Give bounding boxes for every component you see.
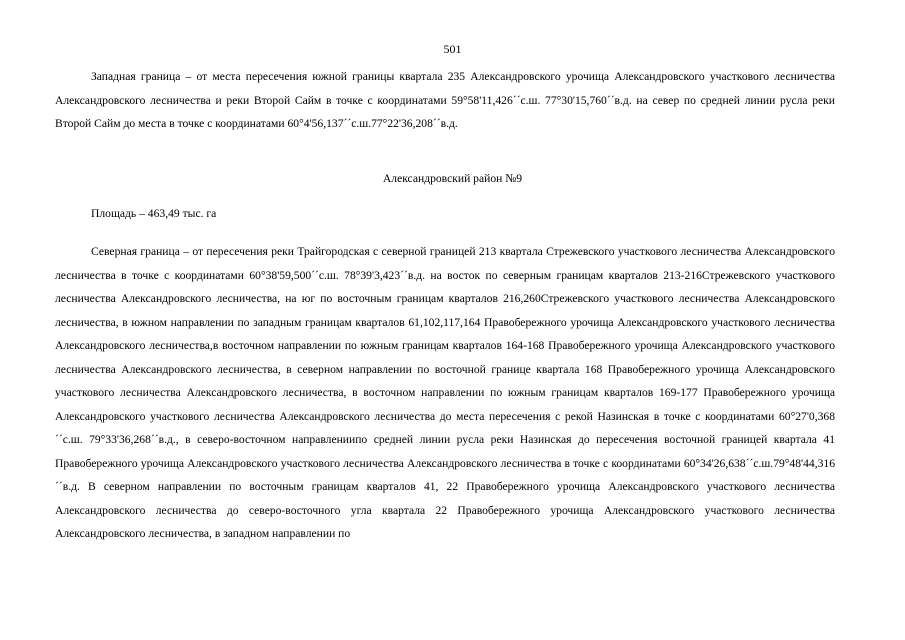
area-line: Площадь – 463,49 тыс. га xyxy=(91,207,217,220)
page-number: 501 xyxy=(443,42,462,56)
paragraph-north-boundary: Северная граница – от пересечения реки Трайгородская с северной границей 213 квартала Стрежевского участкового лесничества Александровского лесничества в точке с координатами 60°38'59,500´´с.ш. 78°39'3,423´´в.д. на восток по северным границам кварталов 213-216Стрежевского участкового лесничества Александровского лесничества, на юг по восточным границам кварталов 216,260Стрежевского участкового лесничества Александровского лесничества, в южном направлении по западным границам кварталов 61,102,117,164 Правобережного урочища Александровского участкового лесничества Александровского лесничества,в восточном направлении по южным границам кварталов 164-168 Правобережного урочища Александровского участкового лесничества Александровского лесничества, в северном направлении по восточной границе квартала 168 Правобережного урочища Александровского участкового лесничества Александровского лесничества, в восточном направлении по южным границам кварталов 169-177 Правобережного урочища Александровского участкового лесничества Александровского лесничества до места пересечения с рекой Назинская в точке с координатами 60°27'0,368´´с.ш. 79°33'36,268´´в.д., в северо-восточном направлениипо средней линии русла реки Назинская до пересечения восточной границей квартала 41 Правобережного урочища Александровского участкового лесничества Александровского лесничества в точке с координатами 60°34'26,638´´с.ш.79°48'44,316´´в.д. В северном направлении по восточным границам кварталов 41, 22 Правобережного урочища Александровского участкового лесничества Александровского лесничества до северо-восточного угла квартала 22 Правобережного урочища Александровского участкового лесничества Александровского лесничества, в западном направлении по xyxy=(55,245,835,540)
district-heading: Александровский район №9 xyxy=(382,172,523,185)
paragraph-west-boundary: Западная граница – от места пересечения южной границы квартала 235 Александровского урочища Александровского участкового лесничества Александровского лесничества и реки Второй Сайм в точке с координатами 59°58'11,426´´с.ш. 77°30'15,760´´в.д. на север по средней линии русла реки Второй Сайм до места в точке с координатами 60°4'56,137´´с.ш.77°22'36,208´´в.д. xyxy=(55,70,835,130)
